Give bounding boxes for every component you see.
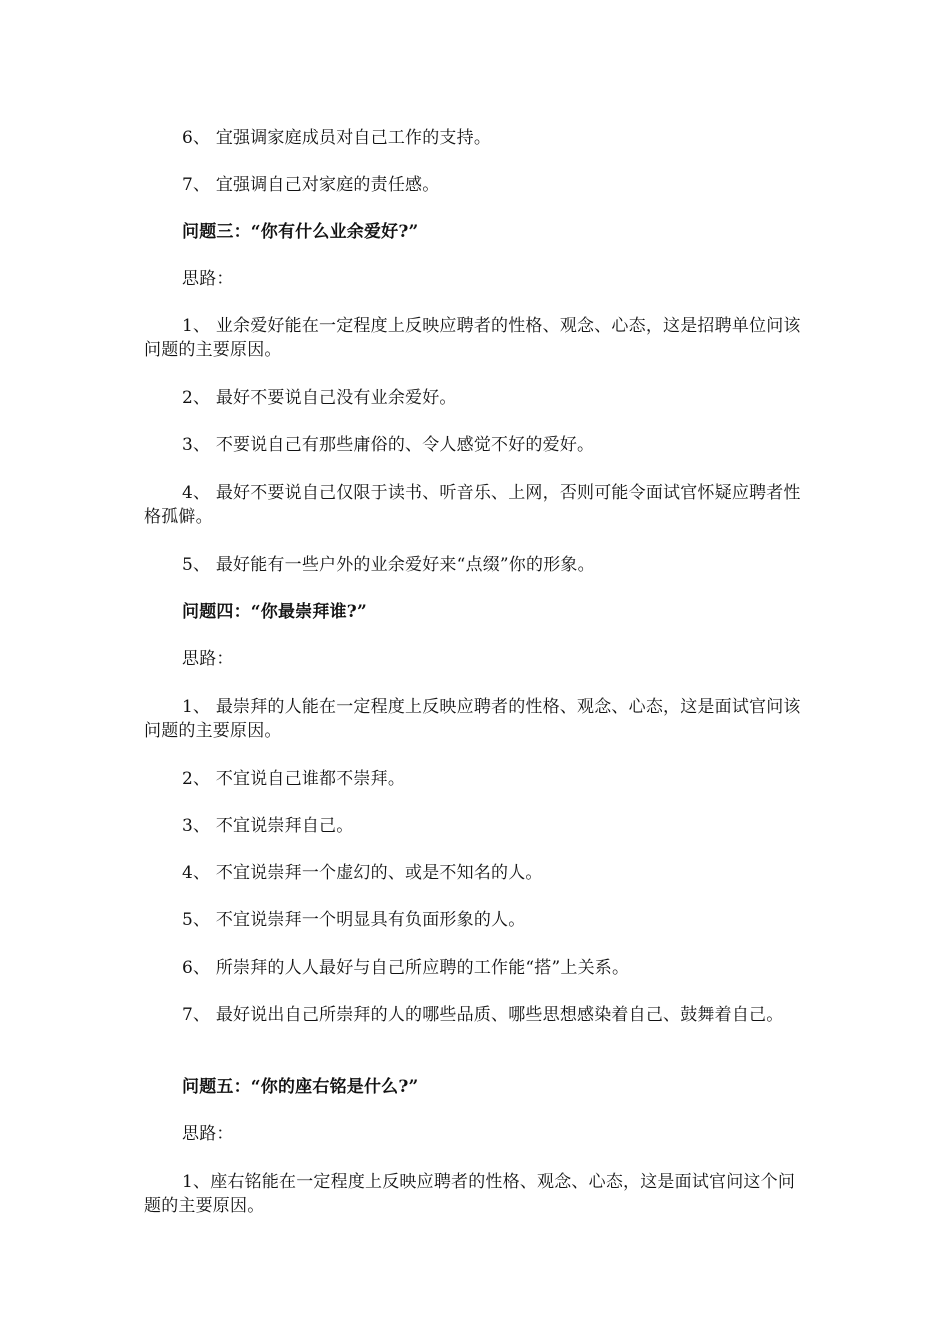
list-item: 1、 业余爱好能在一定程度上反映应聘者的性格、观念、心态，这是招聘单位问该问题的主要原因。 <box>144 316 801 360</box>
list-item: 1、座右铭能在一定程度上反映应聘者的性格、观念、心态，这是面试官问这个问题的主要原因。 <box>144 1172 796 1216</box>
list-item: 2、 不宜说自己谁都不崇拜。 <box>182 769 406 789</box>
list-item: 1、 最崇拜的人能在一定程度上反映应聘者的性格、观念、心态，这是面试官问该问题的主要原因。 <box>144 697 801 741</box>
approach-label: 思路： <box>182 649 234 669</box>
list-item: 3、 不要说自己有那些庸俗的、令人感觉不好的爱好。 <box>182 435 595 455</box>
question-heading: 问题五：“你的座右铭是什么?” <box>182 1077 419 1097</box>
question-heading: 问题三：“你有什么业余爱好?” <box>182 222 419 242</box>
list-item: 7、 宜强调自己对家庭的责任感。 <box>182 175 440 195</box>
approach-label: 思路： <box>182 269 234 289</box>
list-item: 4、 最好不要说自己仅限于读书、听音乐、上网，否则可能令面试官怀疑应聘者性格孤僻。 <box>144 483 801 527</box>
list-item: 2、 最好不要说自己没有业余爱好。 <box>182 388 457 408</box>
question-heading: 问题四：“你最崇拜谁?” <box>182 602 367 622</box>
list-item: 6、 宜强调家庭成员对自己工作的支持。 <box>182 128 492 148</box>
list-item: 5、 最好能有一些户外的业余爱好来“点缀”你的形象。 <box>182 555 595 575</box>
list-item: 3、 不宜说崇拜自己。 <box>182 816 354 836</box>
approach-label: 思路： <box>182 1124 234 1144</box>
list-item: 7、 最好说出自己所崇拜的人的哪些品质、哪些思想感染着自己、鼓舞着自己。 <box>182 1005 784 1025</box>
list-item: 4、 不宜说崇拜一个虚幻的、或是不知名的人。 <box>182 863 543 883</box>
list-item: 6、 所崇拜的人人最好与自己所应聘的工作能“搭”上关系。 <box>182 958 630 978</box>
list-item: 5、 不宜说崇拜一个明显具有负面形象的人。 <box>182 910 526 930</box>
